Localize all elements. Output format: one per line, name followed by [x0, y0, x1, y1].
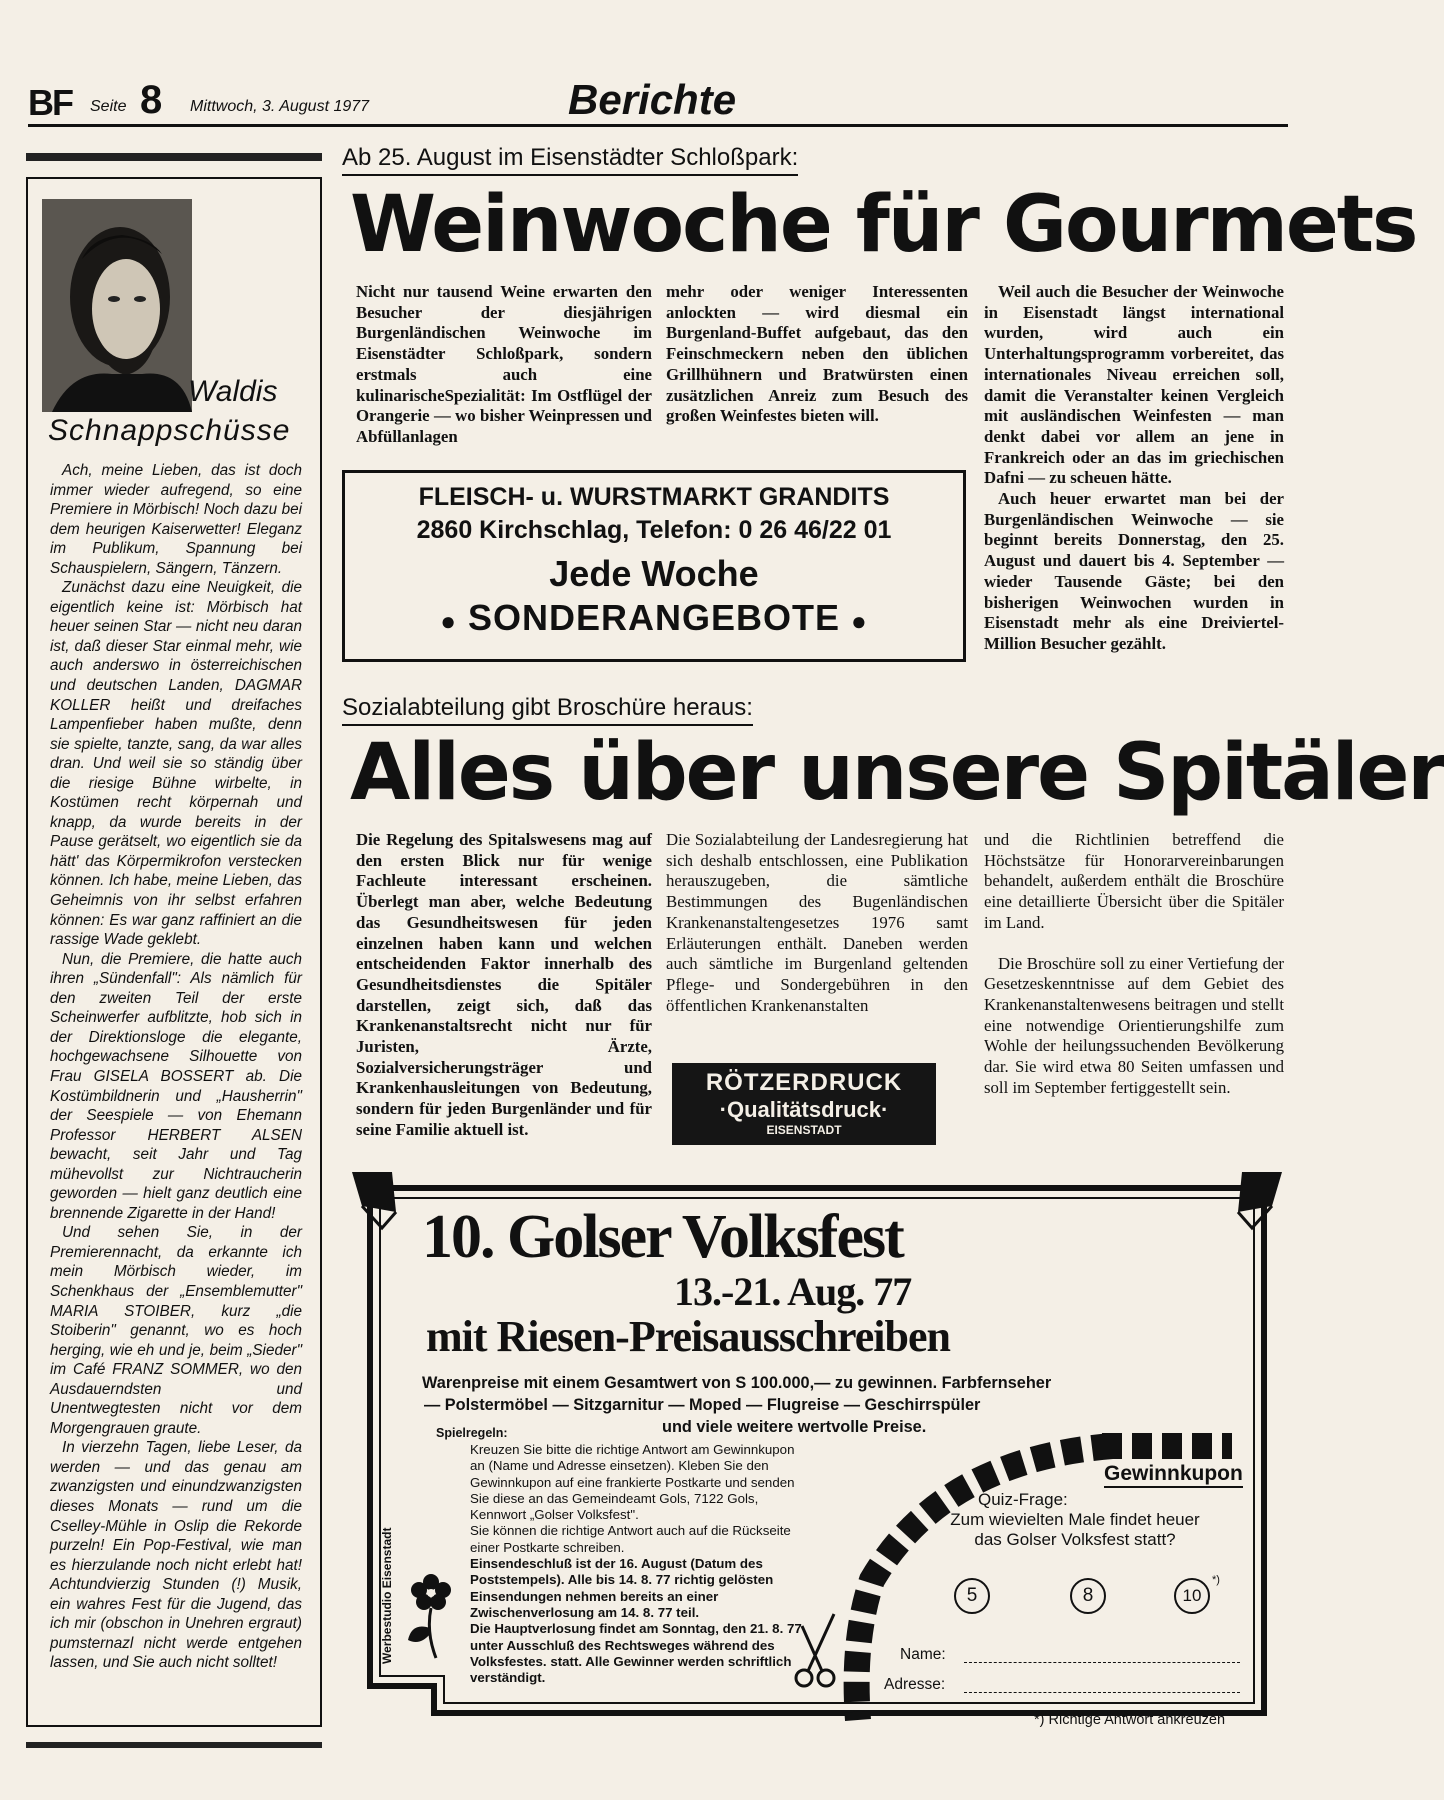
- ad-golser-prizes: — Polstermöbel — Sitzgarnitur — Moped — Flugreise — Geschirrspüler: [424, 1396, 981, 1414]
- quiz-option-10[interactable]: 10: [1174, 1578, 1210, 1614]
- newspaper-logo: BF: [28, 82, 72, 123]
- ad-golser-rule: Sie können die richtige Antwort auch auf die Rückseite einer Postkarte schreiben.: [470, 1523, 791, 1555]
- article1-text: mehr oder weniger Interessenten anlockten — wird diesmal ein Burgenland-Buffet aufgebaut, das den Feinschmeckern neben den üblichen Grillhühnern und Bratwürsten einen zusätzlichen Anreiz zum Besuch des großen Weinfestes bieten will.: [666, 282, 968, 426]
- ad-golser-prizes: und viele weitere wertvolle Preise.: [662, 1418, 927, 1436]
- article2-column-3: [984, 830, 1284, 1098]
- masthead: [28, 74, 1288, 130]
- article1-column-1: [356, 282, 652, 448]
- article2-column-1: [356, 830, 652, 1141]
- article1-text: Weil auch die Besucher der Weinwoche in Eisenstadt längst international wurden, wird auch ein Unterhaltungsprogramm vorbereitet, das internationales Niveau erreichen soll, damit die Veranstalter keinen Vergleich mit ausländischen Weinfesten — man denkt dabei vor allem an jene in Frankreich oder an das im griechischen Dafni — zu scheuen hätte.: [984, 282, 1284, 488]
- address-field[interactable]: [964, 1692, 1240, 1693]
- column-title: Schnappschüsse: [48, 414, 291, 447]
- column-bottom-rule: [26, 1742, 322, 1748]
- column-top-rule: [26, 153, 322, 161]
- ad-golser-volksfest: [352, 1168, 1282, 1736]
- flower-ornament-icon: [396, 1562, 466, 1662]
- issue-date: Mittwoch, 3. August 1977: [190, 98, 370, 115]
- ad-roetzer-tagline: ·Qualitätsdruck·: [719, 1097, 889, 1122]
- article1-column-2: [666, 282, 968, 427]
- ad-golser-rule: Kreuzen Sie bitte die richtige Antwort am Gewinnkupon an (Name und Adresse einsetzen). Kleben Sie den Gewinnkupon auf eine frankierte Postkarte und senden Sie diese an das Gemeindeamt Gols, 7122 Gols, Kennwort „Golser Volksfest".: [470, 1442, 795, 1523]
- name-field[interactable]: [964, 1662, 1240, 1663]
- ad-golser-rules: [470, 1442, 805, 1686]
- coupon-footnote: *) Richtige Antwort ankreuzen: [1034, 1712, 1226, 1728]
- masthead-rule: [28, 124, 1288, 127]
- article2-column-2: [666, 830, 968, 1016]
- ad-golser-dates: 13.-21. Aug. 77: [674, 1269, 912, 1314]
- name-label: Name:: [900, 1646, 946, 1663]
- article1-headline: Weinwoche für Gourmets: [350, 180, 1417, 270]
- article2-text: Die Broschüre soll zu einer Vertiefung der Gesetzeskenntnisse auf dem Gebiet des Krankenanstaltenwesens beitragen und stellt eine notwendige Orientierungshilfe zum Wohle der heilungssuchenden Bevölkerung dar. Sie wird etwa 80 Seiten umfassen und soll im September fertiggestellt sein.: [984, 953, 1284, 1097]
- coupon-dashed-top-icon: [1102, 1432, 1232, 1462]
- ad-golser-rule: Einsendeschluß ist der 16. August (Datum des Poststempels). Alle bis 14. 8. 77 richtig gelösten Einsendungen nehmen bereits an einer Zwischenverlosung am 14. 8. 77 teil.: [470, 1556, 774, 1620]
- ad-golser-credit: Werbestudio Eisenstadt: [380, 1527, 394, 1664]
- ad-grandits-address: 2860 Kirchschlag, Telefon: 0 26 46/22 01: [416, 516, 892, 544]
- article2-headline: Alles über unsere Spitäler: [350, 728, 1444, 818]
- article2-text: Die Regelung des Spitalswesens mag auf den ersten Blick nur für wenige Fachleute interessant erscheinen. Überlegt man aber, welche Bedeutung das Gesundheitswesen für jeden einzelnen haben kann und welchen entscheidenden Faktor innerhalb des Gesundheitsdienstes die Spitäler darstellen, zeigt sich, daß das Krankenanstaltsrecht nicht nur für Juristen, Ärzte, Sozialversicherungsträger und Krankenhausleitungen von Bedeutung, sondern für jeden Burgenländer und für seine Familie aktuell ist.: [356, 830, 652, 1139]
- address-label: Adresse:: [884, 1676, 946, 1693]
- column-paragraph: Nun, die Premiere, die hatte auch ihren „Sündenfall": Als nämlich für den zweiten Teil der erste Scheinwerfer aufblitzte, hob sich in der Direktionsloge die elegante, hochgewachsene Silhouette von Frau GISELA BOSSERT ab. Die Kostümbildnerin und „Hausherrin" der Seespiele — von Ehemann Professor HERBERT ALSEN bewacht, seit Jahr und Tag mühevollst zur Nichtraucherin geworden — hielt ganz deutlich eine brennende Zigarette in der Hand!: [50, 950, 302, 1222]
- ad-golser-rules-heading: Spielregeln:: [436, 1426, 508, 1440]
- ad-roetzer-city: EISENSTADT: [766, 1123, 842, 1137]
- article1-kicker: Ab 25. August im Eisenstädter Schloßpark:: [342, 144, 798, 176]
- article1-text: Nicht nur tausend Weine erwarten den Besucher der diesjährigen Burgenländischen Weinwoche im Eisenstädter Schloßpark, sondern erstmals auch eine kulinarischeSpezialität: Im Ostflügel der Orangerie — wo bisher Weinpressen und Abfüllanlagen: [356, 282, 652, 446]
- ad-grandits-weekly: Jede Woche: [549, 553, 759, 594]
- article2-text: und die Richtlinien betreffend die Höchstsätze für Honorarvereinbarungen behandelt, außerdem enthält die Broschüre eine detaillierte Übersicht über die Spitäler im Land.: [984, 830, 1284, 932]
- ad-grandits-offers-text: SONDERANGEBOTE: [467, 597, 841, 638]
- quiz-option-mark: *): [1212, 1574, 1220, 1586]
- article1-text: Auch heuer erwartet man bei der Burgenländischen Weinwoche — sie beginnt bereits Donnerstag, den 25. August und dauert bis 4. September — wieder Tausende Gäste; bei den bisherigen Weinwochen wurden in Eisenstadt mehr als eine Dreiviertel-Million Besucher gezählt.: [984, 489, 1284, 653]
- author-portrait-icon: [42, 199, 192, 412]
- column-body: [50, 461, 302, 1673]
- column-paragraph: In vierzehn Tagen, liebe Leser, da werden — und das genau am zwanzigsten und einundzwanzigsten dieses Monats — rund um die Cselley-Mühle in Oslip die Rekorde purzeln! Ein Pop-Festival, wie man es hierzulande noch nicht erlebt hat! Achtundvierzig Stunden (!) Musik, ein wahres Fest für die Jugend, das ich mir (obschon in Unehren ergraut) pumsternazl nicht werde entgehen lassen, und Sie auch nicht solltet!: [50, 1439, 302, 1672]
- column-paragraph: Zunächst dazu eine Neuigkeit, die eigentlich keine ist: Mörbisch hat heuer seinen Star — nicht neu daran ist, daß dieser Star einmal mehr, wie auch anderswo in österreichischen und deutschen Landen, DAGMAR KOLLER heißt und dreifaches Lampenfieber haben mußte, denn sie spielte, tanzte, sang, da war alles dran. Und weil sie so ständig über die riesige Bühne wirbelte, in Kostümen recht körpernah und knapp, da wurde bereits in der Pause gerätselt, wo eigentlich sie da hätt' das Körpermikrofon verstecken können. Ich habe, meine Lieben, das Geheimnis von ihr selbst erfahren können: Es war ganz raffiniert an die rassige Wade geklebt.: [50, 579, 302, 949]
- coupon-title: Gewinnkupon: [1104, 1462, 1243, 1488]
- bullet-icon: ●: [851, 606, 868, 636]
- article1-column-3: [984, 282, 1284, 655]
- article2-kicker: Sozialabteilung gibt Broschüre heraus:: [342, 694, 753, 726]
- bullet-icon: ●: [440, 606, 457, 636]
- quiz-label: Quiz-Frage:: [978, 1490, 1068, 1509]
- author-photo: [42, 199, 192, 412]
- ad-grandits-offers: [345, 597, 963, 639]
- ad-grandits-name: FLEISCH- u. WURSTMARKT GRANDITS: [418, 483, 890, 511]
- column-paragraph: Ach, meine Lieben, das ist doch immer wieder aufregend, so eine Premiere in Mörbisch! Noch dazu bei dem heurigen Kaiserwetter! Eleganz im Publikum, Spannung bei Schauspielern, Sängern, Tänzern.: [50, 462, 302, 577]
- ad-golser-prizes: Warenpreise mit einem Gesamtwert von S 100.000,— zu gewinnen. Farbfernseher: [422, 1374, 1052, 1392]
- article2-text: Die Sozialabteilung der Landesregierung hat sich deshalb entschlossen, eine Publikation herauszugeben, die sämtliche Bestimmungen des Bugenländischen Krankenanstaltengesetzes 1976 samt Erläuterungen enthält. Daneben werden auch sämtliche im Burgenland geltenden Pflege- und Sondergebühren in den öffentlichen Krankenanstalten: [666, 830, 968, 1015]
- section-title: Berichte: [568, 76, 737, 123]
- author-name: Waldis: [188, 375, 278, 408]
- column-paragraph: Und sehen Sie, in der Premierennacht, da erkannte ich mein Mörbisch wieder, im Schenkhaus der „Ensemblemutter" MARIA STOIBER, kurz „die Stoiberin" genannt, wo es hoch herging, wie eh und je, beim „Sieder" im Café FRANZ SOMMER, wo den Ausdauerndsten und Unentwegtesten nicht vor dem Morgengrauen graute.: [50, 1224, 302, 1437]
- ad-roetzer-name: RÖTZERDRUCK: [705, 1069, 903, 1096]
- schnappschuesse-column: [26, 177, 322, 1727]
- quiz-option-8[interactable]: 8: [1070, 1578, 1106, 1614]
- quiz-question: Zum wievielten Male findet heuer das Golser Volksfest statt?: [950, 1510, 1200, 1549]
- quiz-option-5[interactable]: 5: [954, 1578, 990, 1614]
- ad-grandits: [342, 470, 966, 662]
- page-label: Seite: [90, 98, 127, 115]
- ad-golser-rule: Die Hauptverlosung findet am Sonntag, den 21. 8. 77 unter Ausschluß des Rechtsweges während des Volksfestes. statt. Alle Gewinner werden schriftlich verständigt.: [470, 1621, 802, 1686]
- ad-roetzerdruck: [672, 1063, 936, 1145]
- page-number: 8: [140, 78, 163, 122]
- ad-golser-subtitle: mit Riesen-Preisausschreiben: [426, 1312, 950, 1361]
- ad-golser-title: 10. Golser Volksfest: [422, 1203, 903, 1271]
